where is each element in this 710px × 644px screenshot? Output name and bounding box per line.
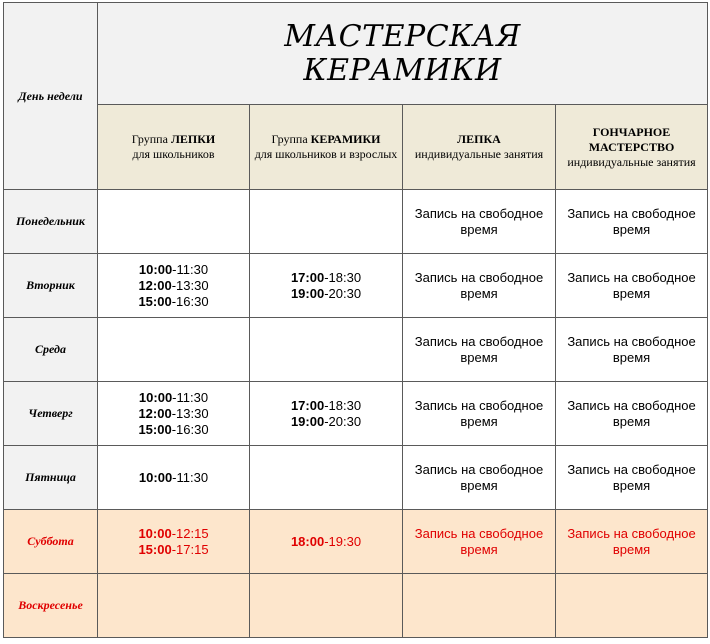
day-name: Суббота	[4, 510, 98, 574]
free-slot-text: время	[460, 541, 498, 557]
lepka-individual-slot	[403, 318, 556, 382]
lepka-group-times	[98, 190, 250, 254]
lepka-individual-slot	[403, 446, 556, 510]
time-slot-start: 15:00	[138, 541, 172, 557]
time-slot-start: 18:00	[290, 533, 325, 549]
schedule-row	[4, 254, 708, 318]
lepka-group-times	[98, 574, 250, 638]
time-slot	[250, 534, 402, 550]
free-slot-text: Запись на свободное	[414, 525, 544, 541]
pottery-individual-slot	[556, 446, 708, 510]
free-slot-text: Запись на свободное	[567, 205, 696, 221]
lepka-group-times	[98, 318, 250, 382]
pottery-individual-slot	[556, 382, 708, 446]
keramika-group-times	[250, 190, 403, 254]
time-slot-end: -16:30	[171, 421, 209, 437]
col-header-bold: ГОНЧАРНОЕ МАСТЕРСТВО	[588, 124, 675, 154]
free-slot-text: время	[612, 541, 651, 557]
col-header-sub: для школьников	[132, 147, 215, 161]
pottery-individual-slot	[556, 574, 708, 638]
time-slot	[98, 526, 249, 542]
pottery-individual-slot	[556, 190, 708, 254]
free-slot-text: Запись на свободное	[414, 397, 544, 413]
col-header-lepka-group	[98, 105, 250, 190]
time-slot-end: -20:30	[324, 285, 362, 301]
time-slot-end: -11:30	[172, 389, 209, 405]
free-slot-text: Запись на свободное	[567, 397, 696, 413]
time-slot-end: -18:30	[324, 269, 362, 285]
time-slot-end: -17:15	[171, 541, 209, 557]
col-header-prefix: Группа	[271, 132, 311, 146]
time-slot	[98, 278, 249, 294]
time-slot	[98, 262, 249, 278]
keramika-group-times	[250, 254, 403, 318]
time-slot-end: -19:30	[324, 533, 362, 549]
schedule-row	[4, 510, 708, 574]
day-name: Четверг	[4, 382, 98, 446]
pottery-individual-slot	[556, 254, 708, 318]
time-slot-end: -12:15	[171, 525, 209, 541]
pottery-individual-slot	[556, 510, 708, 574]
title-row	[4, 3, 708, 105]
lepka-individual-slot	[403, 574, 556, 638]
time-slot-start: 10:00	[138, 261, 173, 277]
free-slot-text: Запись на свободное	[567, 525, 696, 541]
title-line-1: МАСТЕРСКАЯ	[284, 18, 521, 54]
col-header-pottery-individual	[556, 105, 708, 190]
time-slot-start: 12:00	[138, 405, 172, 421]
schedule-row	[4, 318, 708, 382]
keramika-group-times	[250, 318, 403, 382]
pottery-individual-slot	[556, 318, 708, 382]
free-slot-text: время	[612, 413, 651, 429]
time-slot	[98, 422, 249, 438]
col-header-bold: ЛЕПКА	[457, 132, 501, 146]
time-slot-start: 19:00	[290, 413, 325, 429]
free-slot-text: Запись на свободное	[414, 269, 544, 285]
keramika-group-times	[250, 574, 403, 638]
time-slot-end: -13:30	[171, 277, 209, 293]
time-slot	[98, 406, 249, 422]
lepka-group-times	[98, 382, 250, 446]
time-slot-end: -16:30	[171, 293, 209, 309]
page-title	[98, 3, 708, 105]
col-header-lepka-individual	[403, 105, 556, 190]
lepka-individual-slot	[403, 510, 556, 574]
title-line-2: КЕРАМИКИ	[303, 52, 502, 88]
time-slot-start: 17:00	[290, 269, 325, 285]
col-header-bold: ЛЕПКИ	[170, 132, 216, 146]
free-slot-text: Запись на свободное	[567, 269, 696, 285]
schedule-row	[4, 446, 708, 510]
day-name: Среда	[4, 318, 98, 382]
time-slot	[250, 286, 402, 302]
day-of-week-header-text: День недели	[18, 88, 83, 103]
time-slot-start: 10:00	[138, 389, 173, 405]
free-slot-text: Запись на свободное	[567, 461, 696, 477]
col-header-sub: индивидуальные занятия	[567, 154, 696, 169]
col-header-sub: индивидуальные занятия	[414, 147, 544, 161]
free-slot-text: Запись на свободное	[567, 333, 696, 349]
time-slot-start: 10:00	[138, 525, 172, 541]
time-slot-end: -11:30	[172, 261, 209, 277]
time-slot	[250, 270, 402, 286]
free-slot-text: время	[612, 285, 651, 301]
time-slot	[98, 294, 249, 310]
day-name: Пятница	[4, 446, 98, 510]
free-slot-text: Запись на свободное	[414, 205, 544, 221]
schedule-row	[4, 574, 708, 638]
free-slot-text: время	[612, 477, 651, 493]
col-header-prefix: Группа	[131, 132, 171, 146]
free-slot-text: Запись на свободное	[414, 333, 544, 349]
free-slot-text: время	[460, 285, 498, 301]
time-slot-start: 10:00	[138, 469, 173, 485]
schedule-row	[4, 382, 708, 446]
schedule-table	[3, 2, 708, 638]
col-header-sub: для школьников и взрослых	[254, 147, 398, 161]
lepka-group-times	[98, 510, 250, 574]
time-slot-start: 12:00	[138, 277, 172, 293]
time-slot-start: 17:00	[290, 397, 325, 413]
free-slot-text: Запись на свободное	[414, 461, 544, 477]
keramika-group-times	[250, 382, 403, 446]
time-slot-start: 15:00	[138, 293, 172, 309]
time-slot	[98, 470, 249, 486]
schedule-body	[4, 190, 708, 638]
free-slot-text: время	[460, 221, 498, 237]
time-slot-start: 19:00	[290, 285, 325, 301]
keramika-group-times	[250, 446, 403, 510]
free-slot-text: время	[460, 413, 498, 429]
time-slot-end: -11:30	[172, 469, 209, 485]
free-slot-text: время	[460, 349, 498, 365]
day-name: Вторник	[4, 254, 98, 318]
free-slot-text: время	[612, 349, 651, 365]
time-slot	[98, 390, 249, 406]
day-name: Понедельник	[4, 190, 98, 254]
free-slot-text: время	[460, 477, 498, 493]
keramika-group-times	[250, 510, 403, 574]
lepka-individual-slot	[403, 382, 556, 446]
free-slot-text: время	[612, 221, 651, 237]
col-header-bold: КЕРАМИКИ	[310, 132, 381, 146]
column-header-row	[4, 105, 708, 190]
time-slot-end: -18:30	[324, 397, 362, 413]
lepka-individual-slot	[403, 254, 556, 318]
lepka-group-times	[98, 254, 250, 318]
time-slot-end: -13:30	[171, 405, 209, 421]
lepka-group-times	[98, 446, 250, 510]
time-slot	[98, 542, 249, 558]
schedule-row	[4, 190, 708, 254]
lepka-individual-slot	[403, 190, 556, 254]
time-slot	[250, 414, 402, 430]
time-slot-end: -20:30	[324, 413, 362, 429]
day-name: Воскресенье	[4, 574, 98, 638]
time-slot	[250, 398, 402, 414]
col-header-keramika-group	[250, 105, 403, 190]
day-of-week-header	[4, 3, 98, 190]
time-slot-start: 15:00	[138, 421, 172, 437]
